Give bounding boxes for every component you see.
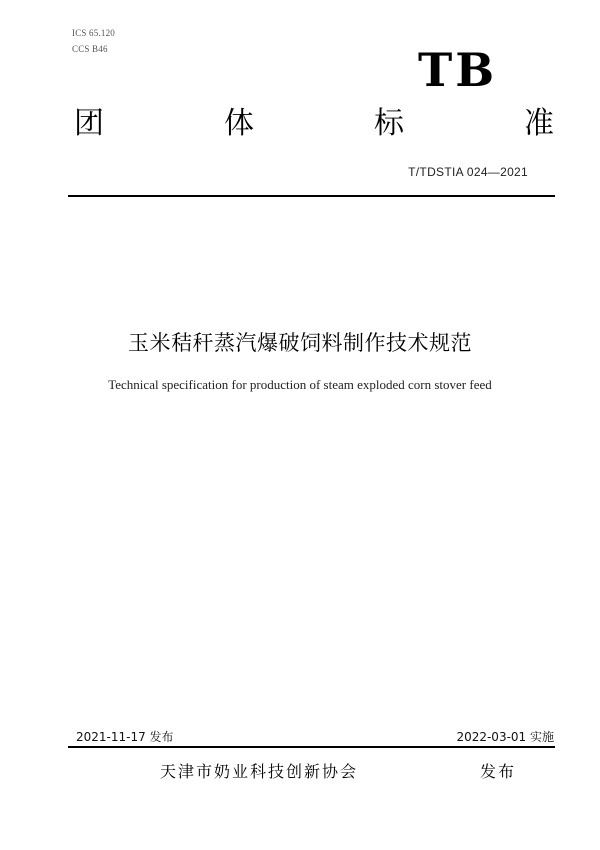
chinese-title: 玉米秸秆蒸汽爆破饲料制作技术规范 (128, 331, 472, 355)
standard-type-char: 准 (524, 106, 554, 141)
standard-type-char: 团 (74, 106, 104, 141)
standard-type-char: 标 (374, 106, 404, 141)
ccs-code: CCS B46 (72, 44, 108, 54)
issuing-organization: 天津市奶业科技创新协会 (160, 762, 359, 781)
standard-type-heading (74, 104, 554, 144)
implement-date: 2022-03-01 实施 (456, 730, 554, 744)
ics-code: ICS 65.120 (72, 28, 116, 38)
english-title: Technical specification for production of steam exploded corn stover feed (108, 377, 492, 392)
standard-type-char: 体 (224, 106, 254, 141)
publish-date: 2021-11-17 发布 (76, 730, 174, 744)
bottom-divider (68, 746, 555, 748)
standard-number: T/TDSTIA 024—2021 (408, 165, 528, 179)
top-divider (68, 195, 555, 197)
issue-label: 发布 (480, 762, 517, 781)
tb-logo: TB (418, 43, 498, 97)
